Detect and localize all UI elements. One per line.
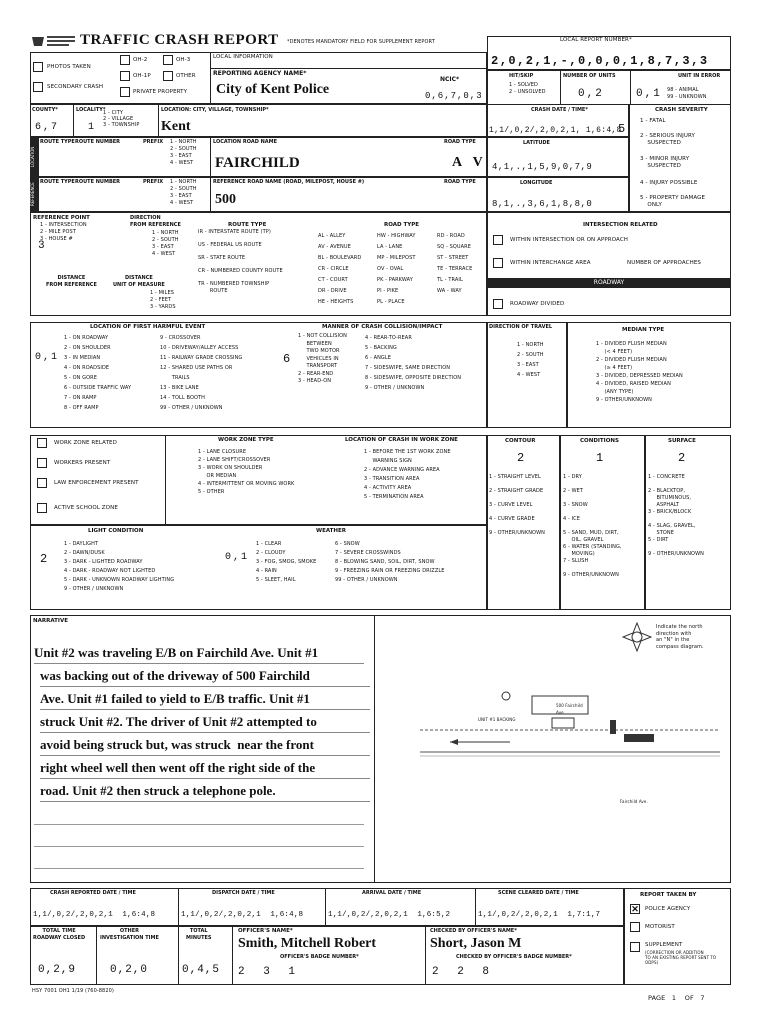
route-type-options: IR - INTERSTATE ROUTE (TP) US - FEDERAL US ROUTE SR - STATE ROUTE CR - NUMBERED COUNTY ROUTE TR - NUMBERED TOWNSHIP ROUTE [198,229,283,294]
manner-col2: 4 - REAR-TO-REAR 5 - BACKING 6 - ANGLE 7 - SIDESWIPE, SAME DIRECTION 8 - SIDESWIPE, OPPOSITE DIRECTION 9 - OTHER / UNKNOWN [365,335,462,391]
latitude-label: LATITUDE [523,140,550,146]
supplement-label: SUPPLEMENT [645,942,683,948]
reference-side-bar: REFERENCE [30,177,38,212]
scene-cleared-label: SCENE CLEARED DATE / TIME [498,890,579,896]
local-report-label: LOCAL REPORT NUMBER* [560,37,632,43]
route-number-label: ROUTE NUMBER [75,139,121,145]
reference-road-label: REFERENCE ROAD NAME (ROAD, MILEPOST, HOUSE #) [213,179,365,185]
reporting-agency-label: REPORTING AGENCY NAME* [213,70,307,77]
workers-present-checkbox[interactable] [37,458,47,468]
road-type-header: ROAD TYPE [384,222,420,228]
within-intersection-checkbox[interactable] [493,235,503,245]
crash-date-label: CRASH DATE / TIME* [531,107,588,113]
narrative-line-7: road. Unit #2 then struck a telephone pole. [40,780,370,802]
secondary-crash-label: SECONDARY CRASH [47,84,104,90]
latitude-value[interactable]: 4,1,.,1,5,9,0,7,9 [492,162,593,172]
other-checkbox[interactable] [163,71,173,81]
contour-label: CONTOUR [505,438,536,444]
compass-icon [622,622,652,652]
wz-location-options: 1 - BEFORE THE 1ST WORK ZONE WARNING SIGN 2 - ADVANCE WARNING AREA 3 - TRANSITION AREA 4 - ACTIVITY AREA 5 - TERMINATION AREA [364,449,451,500]
reporting-agency-value[interactable]: City of Kent Police [216,82,330,97]
crash-severity-label: CRASH SEVERITY [655,107,708,113]
median-type-options: 1 - DIVIDED FLUSH MEDIAN (< 4 FEET) 2 - DIVIDED FLUSH MEDIAN (≥ 4 FEET) 3 - DIVIDED, DEPRESSED MEDIAN 4 - DIVIDED, RAISED MEDIAN (ANY TYPE) 9 - OTHER/UNKNOWN [596,341,683,403]
conditions-label: CONDITIONS [580,438,619,444]
longitude-value[interactable]: 8,1,.,3,6,1,8,8,0 [492,199,593,209]
weather-col1: 1 - CLEAR 2 - CLOUDY 3 - FOG, SMOG, SMOKE 4 - RAIN 5 - SLEET, HAIL [256,541,317,583]
motorist-checkbox[interactable] [630,922,640,932]
work-zone-related-label: WORK ZONE RELATED [54,440,117,446]
supplement-checkbox[interactable] [630,942,640,952]
within-intersection-label: WITHIN INTERSECTION OR ON APPROACH [510,237,628,243]
checked-label: CHECKED BY OFFICER'S NAME* [430,928,517,934]
total-time-label: TOTAL TIME ROADWAY CLOSED [33,928,86,941]
light-options: 1 - DAYLIGHT 2 - DAWN/DUSK 3 - DARK - LIGHTED ROADWAY 4 - DARK - ROADWAY NOT LIGHTED 5 - DARK - UNKNOWN ROADWAY LIGHTING 9 - OTHER / UNKNOWN [64,541,175,592]
first-harmful-value[interactable]: 0,1 [35,352,60,363]
active-school-label: ACTIVE SCHOOL ZONE [54,505,118,511]
num-approaches-label: NUMBER OF APPROACHES [627,260,702,266]
prefix-options-2: 1 - NORTH 2 - SOUTH 3 - EAST 4 - WEST [170,179,197,206]
light-label: LIGHT CONDITION [88,528,144,534]
local-information-label: LOCAL INFORMATION [213,54,273,60]
route-type-header: ROUTE TYPE [228,222,267,228]
location-side-bar: LOCATION [30,137,38,177]
unit-in-error-value[interactable]: 0,1 [636,88,662,100]
total-time-value[interactable]: 0,2,9 [38,964,77,976]
dispatch-value[interactable]: 1,1/,0,2/,2,0,2,1 1,6:4,8 [181,911,304,919]
severity-option-3: 3 - MINOR INJURY SUSPECTED [640,156,690,169]
road-type-col1: AL - ALLEY AV - AVENUE BL - BOULEVARD CR - CIRCLE CT - COURT DR - DRIVE HE - HEIGHTS [318,233,362,305]
narrative-line-4: struck Unit #2. The driver of Unit #2 attempted to [40,711,370,733]
other-inv-label: OTHER INVESTIGATION TIME [100,928,159,941]
ohio-seal-icon [30,34,78,48]
road-type-col3: RD - ROAD SQ - SQUARE ST - STREET TE - TERRACE TL - TRAIL WA - WAY [437,233,473,294]
roadway-divided-checkbox[interactable] [493,299,503,309]
longitude-label: LONGITUDE [520,180,553,186]
report-taken-label: REPORT TAKEN BY [640,892,697,898]
checked-badge-label: CHECKED BY OFFICER'S BADGE NUMBER* [456,954,572,960]
scene-cleared-value[interactable]: 1,1/,0,2/,2,0,2,1 1,7:1,7 [478,911,601,919]
narrative-line-5: avoid being struck but, was struck near the front [40,734,370,756]
local-report-number[interactable]: 2,0,2,1,-,0,0,0,1,8,7,3,3 [491,54,709,68]
officer-label: OFFICER'S NAME* [238,928,293,934]
contour-value[interactable]: 2 [517,451,527,465]
first-harmful-col2: 9 - CROSSOVER 10 - DRIVEWAY/ALLEY ACCESS 11 - RAILWAY GRADE CROSSING 12 - SHARED USE PATHS OR TRAILS 13 - BIKE LANE 14 - TOLL BOOTH 99 - OTHER / UNKNOWN [160,335,243,411]
narrative-line-3: Ave. Unit #1 failed to yield to E/B traffic. Unit #1 [40,688,370,710]
work-zone-related-checkbox[interactable] [37,438,47,448]
roadway-divided-label: ROADWAY DIVIDED [510,301,565,307]
reference-point-label: REFERENCE POINT [33,215,90,221]
within-interchange-label: WITHIN INTERCHANGE AREA [510,260,591,266]
distance-unit-label: DISTANCE UNIT OF MEASURE [113,275,165,288]
law-enforcement-checkbox[interactable] [37,478,47,488]
secondary-crash-checkbox[interactable] [33,82,43,92]
severity-option-2: 2 - SERIOUS INJURY SUSPECTED [640,133,695,146]
hit-skip-options: 1 - SOLVED 2 - UNSOLVED [509,82,546,95]
weather-label: WEATHER [316,528,347,534]
compass-note: Indicate the north direction with an "N" in the compass diagram. [656,624,704,650]
law-enforcement-label: LAW ENFORCEMENT PRESENT [54,480,139,486]
oh1p-label: OH-1P [133,73,151,79]
locality-label: LOCALITY* [76,107,106,113]
direction-label: DIRECTION FROM REFERENCE [130,215,181,228]
hit-skip-label: HIT/SKIP [509,73,534,79]
arrival-label: ARRIVAL DATE / TIME [362,890,422,896]
distance-label: DISTANCE FROM REFERENCE [46,275,97,288]
units-value[interactable]: 0,2 [578,88,604,100]
prefix-label-2: PREFIX [143,179,164,185]
narrative-line-2: was backing out of the driveway of 500 Fairchild [40,665,370,687]
route-number-label-2: ROUTE NUMBER [75,179,121,185]
within-interchange-checkbox[interactable] [493,258,503,268]
prefix-label: PREFIX [143,139,164,145]
diagram-label-1: 500 Fairchild Ave. [556,703,583,715]
officer-value[interactable]: Smith, Mitchell Robert [238,936,377,951]
locality-options: 1 - CITY 2 - VILLAGE 3 - TOWNSHIP [103,110,140,128]
surface-value[interactable]: 2 [678,451,688,465]
road-type-value[interactable]: A V [452,155,487,170]
wz-type-options: 1 - LANE CLOSURE 2 - LANE SHIFT/CROSSOVER 3 - WORK ON SHOULDER OR MEDIAN 4 - INTERMITTENT OR MOVING WORK 5 - OTHER [198,449,295,495]
crash-date-value[interactable]: 1,1/,0,2/,2,0,2,1, 1,6:4,8 [489,126,622,135]
county-value[interactable]: 6,7 [35,122,60,133]
oh1p-checkbox[interactable] [120,71,130,81]
badge-label: OFFICER'S BADGE NUMBER* [280,954,359,960]
wz-location-label: LOCATION OF CRASH IN WORK ZONE [345,437,458,443]
reference-point-value[interactable]: 3 [38,240,47,252]
form-id: HSY 7001 OH1 1/19 (760-8820) [32,988,114,994]
narrative-line-6: right wheel well then went off the right side of the [40,757,370,779]
direction-options: 1 - NORTH 2 - SOUTH 3 - EAST 4 - WEST [152,230,179,257]
checked-value[interactable]: Short, Jason M [430,936,522,951]
unit-in-error-options: 98 - ANIMAL 99 - UNKNOWN [667,87,707,100]
ncic-value[interactable]: 0,6,7,0,3 [425,91,483,101]
contour-options: 1 - STRAIGHT LEVEL 2 - STRAIGHT GRADE 3 - CURVE LEVEL 4 - CURVE GRADE 9 - OTHER/UNKNOWN [489,474,545,536]
total-minutes-label: TOTAL MINUTES [186,928,212,941]
road-type-label-2: ROAD TYPE [444,179,476,185]
badge-value[interactable]: 2 3 1 [238,966,302,978]
narrative-line-1: Unit #2 was traveling E/B on Fairchild Ave. Unit #1 [34,642,364,664]
manner-col1: 1 - NOT COLLISION BETWEEN TWO MOTOR VEHICLES IN TRANSPORT 2 - REAR-END 3 - HEAD-ON [298,333,347,384]
intersection-related-label: INTERSECTION RELATED [583,222,658,228]
severity-option-1: 1 - FATAL [640,118,666,124]
crash-reported-label: CRASH REPORTED DATE / TIME [50,890,136,896]
unit-in-error-label: UNIT IN ERROR [678,73,721,79]
manner-label: MANNER OF CRASH COLLISION/IMPACT [322,324,443,330]
direction-travel-options: 1 - NORTH 2 - SOUTH 3 - EAST 4 - WEST [517,342,544,378]
police-agency-checkbox[interactable]: ✕ [631,904,639,914]
motorist-label: MOTORIST [645,924,675,930]
supplement-note: (CORRECTION OR ADDITION TO AN EXISTING REPORT SENT TO ODPS) [645,950,717,965]
road-type-col2: HW - HIGHWAY LA - LANE MP - MILEPOST OV - OVAL PK - PARKWAY PI - PIKE PL - PLACE [377,233,416,305]
location-road-value[interactable]: FAIRCHILD [215,155,300,171]
conditions-value[interactable]: 1 [596,451,606,465]
checked-badge-value[interactable]: 2 2 8 [432,966,496,978]
crash-severity-value[interactable]: 5 [618,122,628,136]
private-property-label: PRIVATE PROPERTY [133,89,188,95]
workers-present-label: WORKERS PRESENT [54,460,111,466]
route-type-label: ROUTE TYPE [40,139,75,145]
police-agency-label: POLICE AGENCY [645,906,691,912]
ncic-label: NCIC* [440,76,460,83]
severity-option-5: 5 - PROPERTY DAMAGE ONLY [640,195,706,208]
oh3-checkbox[interactable] [163,55,173,65]
oh2-checkbox[interactable] [120,55,130,65]
report-title: TRAFFIC CRASH REPORT [80,32,279,48]
private-property-checkbox[interactable] [120,87,130,97]
first-harmful-col1: 1 - ON ROADWAY 2 - ON SHOULDER 3 - IN MEDIAN 4 - ON ROADSIDE 5 - ON GORE 6 - OUTSIDE TRAFFIC WAY 7 - ON RAMP 8 - OFF RAMP [64,335,132,411]
weather-value[interactable]: 0,1 [225,552,250,563]
total-minutes-value[interactable]: 0,4,5 [182,964,221,976]
other-inv-value[interactable]: 0,2,0 [110,964,149,976]
units-label: NUMBER OF UNITS [563,73,616,79]
severity-option-4: 4 - INJURY POSSIBLE [640,180,698,186]
dispatch-label: DISPATCH DATE / TIME [212,890,275,896]
location-label: LOCATION: CITY, VILLAGE, TOWNSHIP* [161,107,269,113]
other-label: OTHER [176,73,196,79]
reference-road-value[interactable]: 500 [215,192,236,207]
surface-label: SURFACE [668,438,696,444]
oh3-label: OH-3 [176,57,191,63]
median-type-label: MEDIAN TYPE [622,327,665,333]
oh2-label: OH-2 [133,57,148,63]
wz-type-label: WORK ZONE TYPE [218,437,274,443]
conditions-options: 1 - DRY 2 - WET 3 - SNOW 4 - ICE 5 - SAND, MUD, DIRT, OIL, GRAVEL 6 - WATER (STANDING, MOVING) 7 - SLUSH 9 - OTHER/UNKNOWN [563,474,622,578]
first-harmful-label: LOCATION OF FIRST HARMFUL EVENT [90,324,206,330]
arrival-value[interactable]: 1,1/,0,2/,2,0,2,1 1,6:5,2 [328,911,451,919]
page-number: PAGE 1 OF 7 [648,994,705,1002]
agency-logo [30,34,78,48]
distance-unit-options: 1 - MILES 2 - FEET 3 - YARDS [150,290,176,310]
route-type-label-2: ROUTE TYPE [40,179,75,185]
mandatory-note: *DENOTES MANDATORY FIELD FOR SUPPLEMENT REPORT [287,39,435,45]
county-label: COUNTY* [32,107,58,113]
road-type-label: ROAD TYPE [444,139,476,145]
surface-options: 1 - CONCRETE 2 - BLACKTOP, BITUMINOUS, ASPHALT 3 - BRICK/BLOCK 4 - SLAG, GRAVEL, STONE 5 - DIRT 9 - OTHER/UNKNOWN [648,474,704,557]
direction-travel-label: DIRECTION OF TRAVEL [489,324,553,330]
diagram-label-2: UNIT #1 BACKING [478,717,516,722]
report-taken-box [624,888,731,985]
reference-point-options: 1 - INTERSECTION 2 - MILE POST 3 - HOUSE # [40,222,87,242]
photos-taken-label: PHOTOS TAKEN [47,64,91,70]
prefix-options: 1 - NORTH 2 - SOUTH 3 - EAST 4 - WEST [170,139,197,166]
weather-col2: 6 - SNOW 7 - SEVERE CROSSWINDS 8 - BLOWING SAND, SOIL, DIRT, SNOW 9 - FREEZING RAIN OR FREEZING DRIZZLE 99 - OTHER / UNKNOWN [335,541,445,583]
active-school-checkbox[interactable] [37,503,47,513]
narrative-label: NARRATIVE [33,618,68,624]
light-value[interactable]: 2 [40,552,50,566]
location-road-label: LOCATION ROAD NAME [213,139,278,145]
manner-value[interactable]: 6 [283,352,293,366]
photos-taken-checkbox[interactable] [33,62,43,72]
crash-reported-value[interactable]: 1,1/,0,2/,2,0,2,1 1,6:4,8 [33,911,156,919]
locality-value[interactable]: 1 [88,122,97,133]
location-value[interactable]: Kent [161,119,191,134]
diagram-label-3: Fairchild Ave. [620,799,648,804]
roadway-bar: ROADWAY [487,278,731,288]
